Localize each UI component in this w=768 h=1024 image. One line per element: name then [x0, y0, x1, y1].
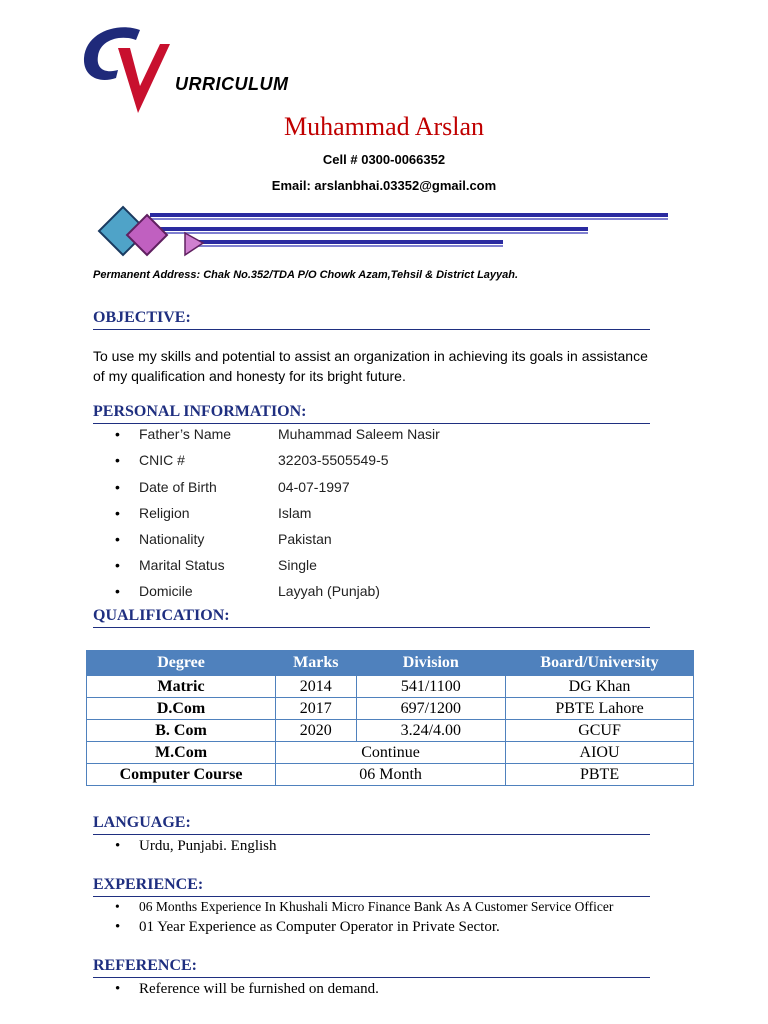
cell-board: PBTE: [506, 764, 694, 786]
email: Email: arslanbhai.03352@gmail.com: [271, 178, 497, 193]
col-header-board: Board/University: [506, 651, 694, 676]
logo-word: URRICULUM: [175, 74, 289, 94]
reference-heading: REFERENCE:: [93, 957, 650, 978]
candidate-name: Muhammad Arslan: [283, 112, 485, 141]
cell-status: Continue: [276, 742, 506, 764]
cell-board: AIOU: [506, 742, 694, 764]
table-header-row: [87, 651, 694, 676]
table-row: [87, 764, 694, 786]
cell-division: 541/1100: [356, 676, 506, 698]
cell-marks: 2014: [276, 676, 356, 698]
table-row: [87, 698, 694, 720]
table-row: [87, 676, 694, 698]
cell-marks: 2017: [276, 698, 356, 720]
experience-heading: EXPERIENCE:: [93, 876, 650, 897]
objective-heading: OBJECTIVE:: [93, 309, 650, 330]
cell-degree: M.Com: [87, 742, 276, 764]
language-heading: LANGUAGE:: [93, 814, 650, 835]
cell-board: PBTE Lahore: [506, 698, 694, 720]
cell-degree: Computer Course: [87, 764, 276, 786]
cell-marks: 2020: [276, 720, 356, 742]
cv-logo: [78, 18, 178, 118]
personal-info-heading: PERSONAL INFORMATION:: [93, 403, 650, 424]
cell-degree: D.Com: [87, 698, 276, 720]
cell-board: DG Khan: [506, 676, 694, 698]
col-header-division: Division: [356, 651, 506, 676]
cell-degree: Matric: [87, 676, 276, 698]
table-row: [87, 742, 694, 764]
objective-text: To use my skills and potential to assist an organization in achieving its goals in assistance of my qualification and honesty for its bright future.: [93, 348, 648, 384]
cell-degree: B. Com: [87, 720, 276, 742]
cell-duration: 06 Month: [276, 764, 506, 786]
col-header-marks: Marks: [276, 651, 356, 676]
col-header-degree: Degree: [87, 651, 276, 676]
table-row: [87, 720, 694, 742]
cell-board: GCUF: [506, 720, 694, 742]
qualification-heading: QUALIFICATION:: [93, 607, 650, 628]
cell-division: 3.24/4.00: [356, 720, 506, 742]
qualification-table: [86, 650, 694, 786]
permanent-address: Permanent Address: Chak No.352/TDA P/O Chowk Azam,Tehsil & District Layyah.: [93, 269, 519, 281]
cell-division: 697/1200: [356, 698, 506, 720]
decorative-divider: [95, 205, 670, 265]
cell-number: Cell # 0300-0066352: [322, 152, 446, 167]
